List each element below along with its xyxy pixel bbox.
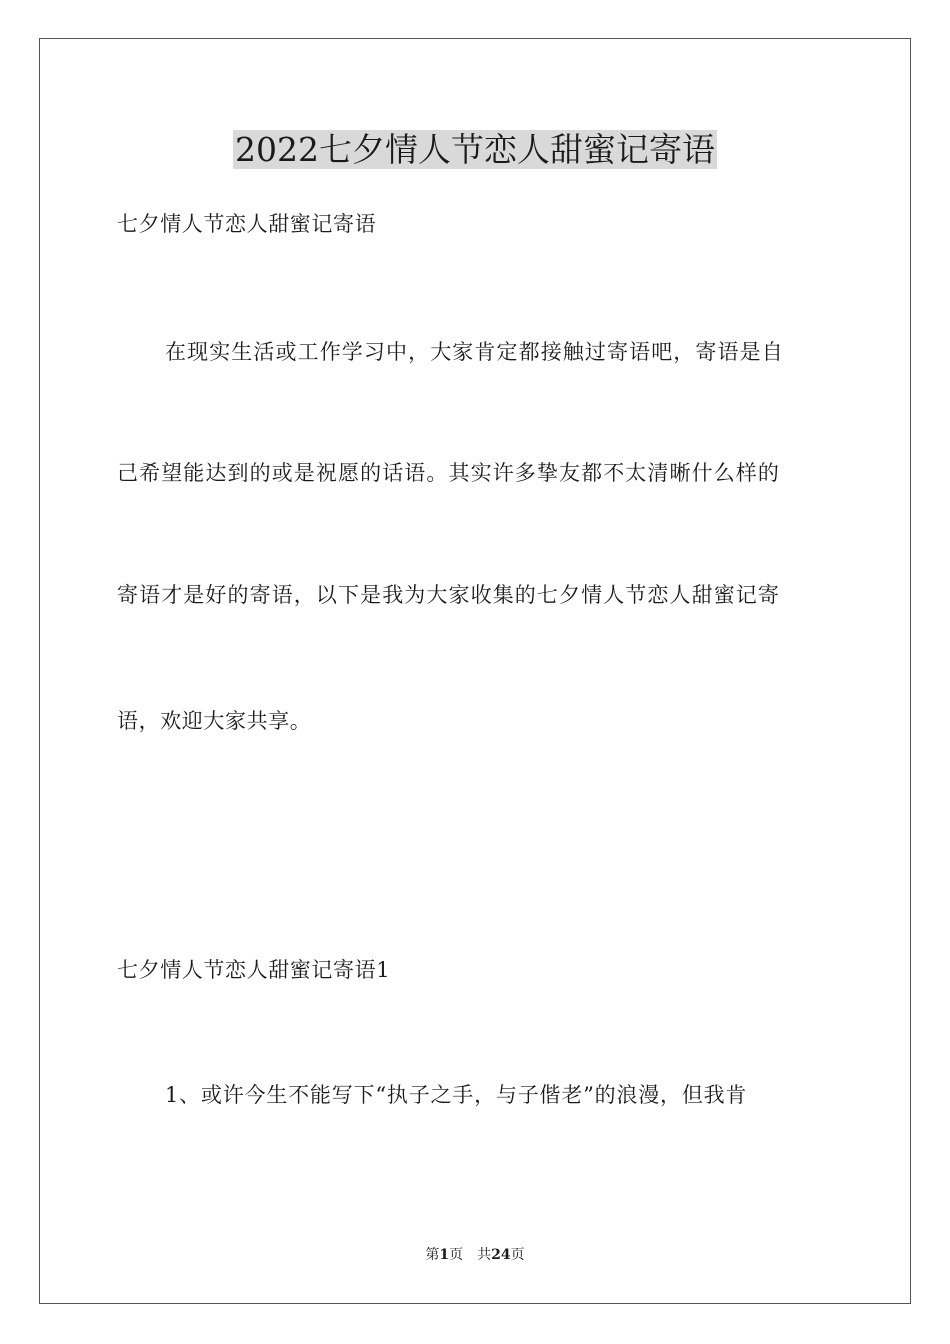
intro-line-3: 寄语才是好的寄语，以下是我为大家收集的七夕情人节恋人甜蜜记寄 bbox=[117, 583, 780, 607]
document-subtitle: 七夕情人节恋人甜蜜记寄语 bbox=[117, 212, 377, 236]
footer-total-prefix: 共 bbox=[477, 1247, 492, 1263]
footer-page-current: 1 bbox=[439, 1247, 450, 1263]
footer-page-prefix: 第 bbox=[425, 1247, 440, 1263]
footer-page-suffix: 页 bbox=[449, 1247, 464, 1263]
section-heading: 七夕情人节恋人甜蜜记寄语1 bbox=[117, 958, 391, 982]
document-title bbox=[0, 128, 950, 172]
footer-total-suffix: 页 bbox=[510, 1247, 525, 1263]
document-title-text: 2022七夕情人节恋人甜蜜记寄语 bbox=[235, 130, 715, 169]
page-footer bbox=[0, 1245, 950, 1265]
footer-page-total: 24 bbox=[491, 1247, 511, 1263]
intro-line-4: 语，欢迎大家共享。 bbox=[117, 709, 312, 733]
intro-line-2: 己希望能达到的或是祝愿的话语。其实许多挚友都不太清晰什么样的 bbox=[117, 461, 780, 485]
intro-line-1: 在现实生活或工作学习中，大家肯定都接触过寄语吧，寄语是自 bbox=[165, 340, 784, 364]
list-item: 1、或许今生不能写下“执子之手，与子偕老”的浪漫，但我肯 bbox=[165, 1083, 748, 1107]
